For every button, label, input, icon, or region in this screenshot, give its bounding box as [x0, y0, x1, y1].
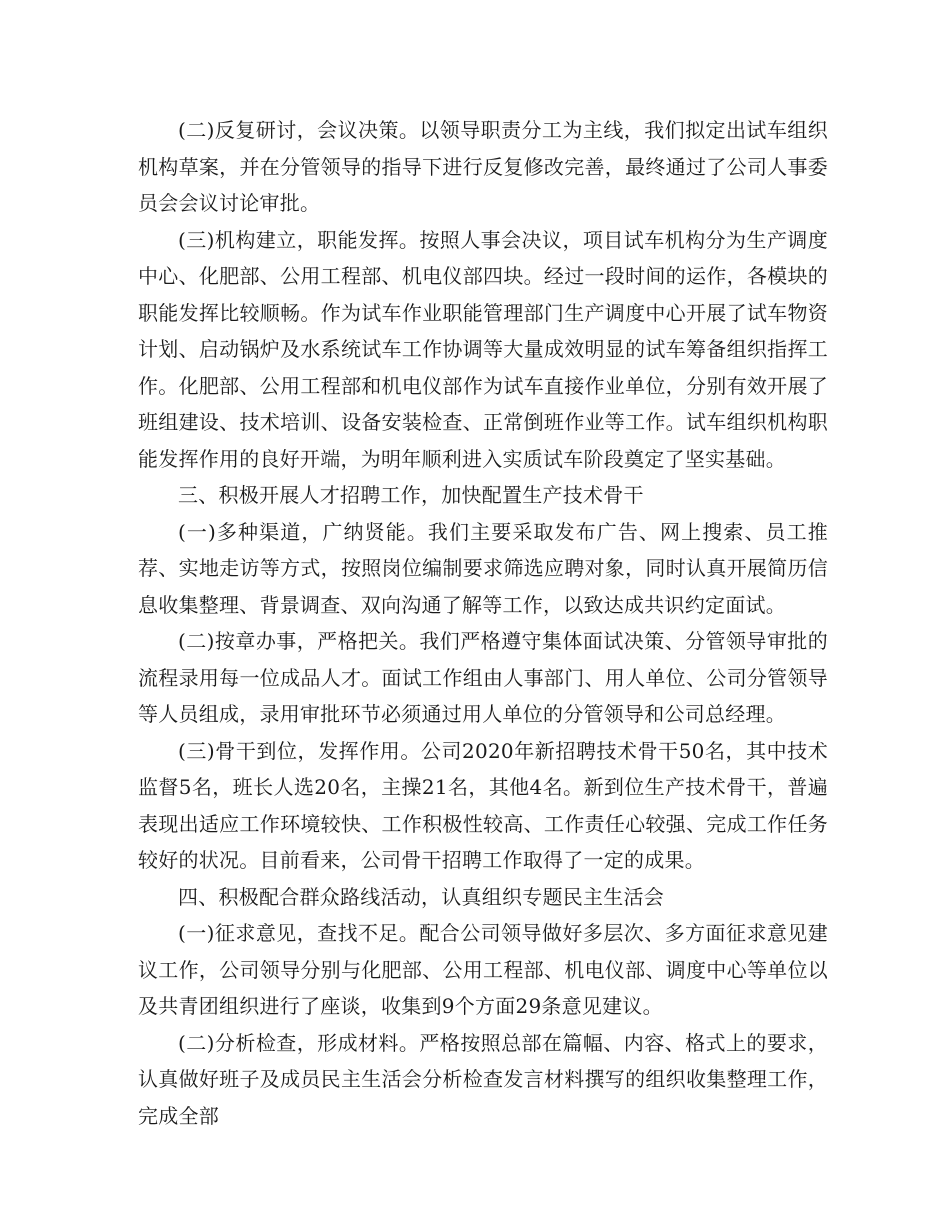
paragraph-analysis-materials: (二)分析检查，形成材料。严格按照总部在篇幅、内容、格式上的要求，认真做好班子及成员民主生活会分析检查发言材料撰写的组织收集整理工作，完成全部 — [138, 1030, 828, 1128]
paragraph-recruitment-channels: (一)多种渠道，广纳贤能。我们主要采取发布广告、网上搜索、员工推荐、实地走访等方式，按照岗位编制要求筛选应聘对象，同时认真开展简历信息收集整理、背景调查、双向沟通了解等工作，以致达成共识约定面试。 — [138, 519, 828, 617]
paragraph-recruitment-procedure: (二)按章办事，严格把关。我们严格遵守集体面试决策、分管领导审批的流程录用每一位成品人才。面试工作组由人事部门、用人单位、公司分管领导等人员组成，录用审批环节必须通过用人单位的分管领导和公司总经理。 — [138, 629, 828, 726]
paragraph-organization-discussion: (二)反复研讨，会议决策。以领导职责分工为主线，我们拟定出试车组织机构草案，并在分管领导的指导下进行反复修改完善，最终通过了公司人事委员会会议讨论审批。 — [138, 118, 828, 215]
section-heading-recruitment: 三、积极开展人才招聘工作，加快配置生产技术骨干 — [178, 483, 644, 507]
paragraph-recruitment-results: (三)骨干到位，发挥作用。公司2020年新招聘技术骨干50名，其中技术监督5名，班长人选20名，主操21名，其他4名。新到位生产技术骨干，普遍表现出适应工作环境较快、工作积极性较高、工作责任心较强、完成工作任务较好的状况。目前看来，公司骨干招聘工作取得了一定的成果。 — [138, 738, 828, 872]
section-heading-democratic-life: 四、积极配合群众路线活动，认真组织专题民主生活会 — [178, 884, 664, 909]
paragraph-organization-setup: (三)机构建立，职能发挥。按照人事会决议，项目试车机构分为生产调度中心、化肥部、公用工程部、机电仪部四块。经过一段时间的运作，各模块的职能发挥比较顺畅。作为试车作业职能管理部门生产调度中心开展了试车物资计划、启动锅炉及水系统试车工作协调等大量成效明显的试车筹备组织指挥工作。化肥部、公用工程部和机电仪部作为试车直接作业单位，分别有效开展了班组建设、技术培训、设备安装检查、正常倒班作业等工作。试车组织机构职能发挥作用的良好开端，为明年顺利进入实质试车阶段奠定了坚实基础。 — [138, 227, 828, 471]
document-body — [138, 112, 828, 1134]
paragraph-opinion-collection: (一)征求意见，查找不足。配合公司领导做好多层次、多方面征求意见建议工作，公司领导分别与化肥部、公用工程部、机电仪部、调度中心等单位以及共青团组织进行了座谈，收集到9个方面29条意见建议。 — [138, 921, 828, 1018]
